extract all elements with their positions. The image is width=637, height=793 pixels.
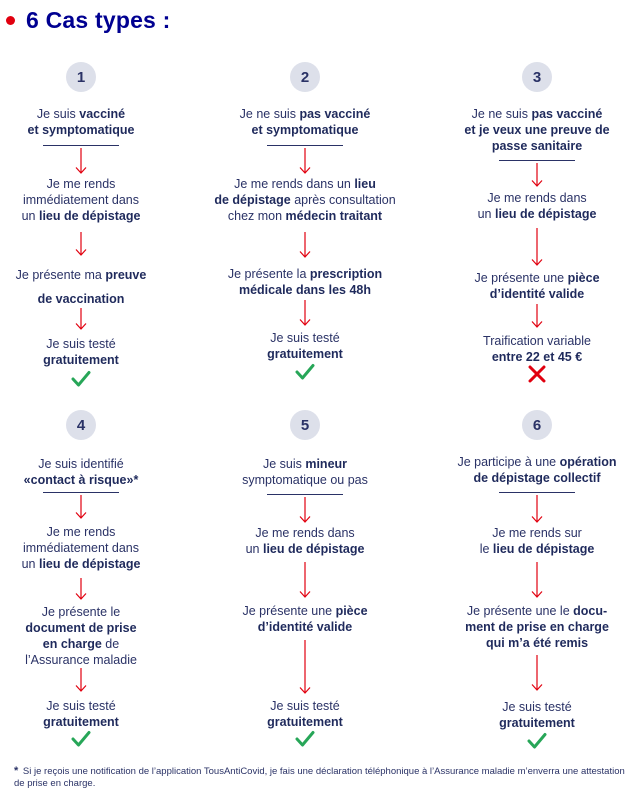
- footnote: [14, 765, 626, 790]
- case-number-badge: 6: [522, 410, 552, 440]
- case-3: [432, 60, 637, 390]
- step-result: Je suis testé gratuitement: [499, 700, 575, 730]
- arrow-down-icon: [75, 308, 87, 330]
- case-number-badge: 2: [290, 62, 320, 92]
- step-document: Je présente la prescription médicale dans les 48h: [227, 267, 383, 297]
- step-situation: Je suis mineur symptomatique ou pas: [242, 457, 368, 487]
- step-document: Je présente ma preuve de vaccination: [15, 268, 147, 306]
- arrow-down-icon: [531, 163, 543, 187]
- arrow-down-icon: [75, 668, 87, 692]
- step-result: Je suis testé gratuitement: [267, 699, 343, 729]
- arrow-down-icon: [299, 232, 311, 258]
- step-action: Je me rends sur le lieu de dépistage: [479, 526, 595, 556]
- arrow-down-icon: [531, 304, 543, 328]
- case-6: [432, 408, 637, 753]
- step-result: Traification variable entre 22 et 45 €: [483, 334, 591, 364]
- cross-icon: [527, 365, 547, 383]
- divider-line: [499, 160, 575, 161]
- arrow-down-icon: [531, 655, 543, 691]
- divider-line: [267, 494, 343, 495]
- arrow-down-icon: [75, 578, 87, 600]
- case-number-badge: 1: [66, 62, 96, 92]
- arrow-down-icon: [75, 232, 87, 256]
- step-situation: Je suis identifié «contact à risque»*: [23, 457, 139, 487]
- divider-line: [499, 492, 575, 493]
- step-action: Je me rends dans un lieu de dépistage: [477, 191, 597, 221]
- divider-line: [43, 492, 119, 493]
- step-document: Je présente une pièce d’identité valide: [242, 604, 368, 634]
- footnote-asterisk: *: [14, 765, 19, 777]
- step-action: Je me rends immédiatement dans un lieu de dépistage: [21, 177, 141, 223]
- step-situation: Je suis vacciné et symptomatique: [27, 107, 135, 137]
- arrow-down-icon: [299, 148, 311, 174]
- step-action: Je me rends immédiatement dans un lieu de dépistage: [21, 525, 141, 571]
- arrow-down-icon: [75, 148, 87, 174]
- case-2: [200, 60, 410, 390]
- case-number-badge: 3: [522, 62, 552, 92]
- check-icon: [295, 730, 315, 748]
- step-situation: Je ne suis pas vacciné et symptomatique: [239, 107, 371, 137]
- case-number-badge: 5: [290, 410, 320, 440]
- step-document: Je présente une pièce d’identité valide: [474, 271, 600, 301]
- step-action: Je me rends dans un lieu de dépistage après consultation chez mon médecin traitant: [214, 177, 396, 223]
- step-result: Je suis testé gratuitement: [267, 331, 343, 361]
- case-1: [0, 60, 186, 390]
- check-icon: [527, 732, 547, 750]
- step-action: Je me rends dans un lieu de dépistage: [245, 526, 365, 556]
- case-5: [200, 408, 410, 753]
- section-header: [6, 4, 171, 36]
- arrow-down-icon: [299, 497, 311, 523]
- arrow-down-icon: [299, 300, 311, 326]
- case-4: [0, 408, 186, 753]
- divider-line: [267, 145, 343, 146]
- check-icon: [295, 363, 315, 381]
- step-result: Je suis testé gratuitement: [43, 699, 119, 729]
- step-situation: Je ne suis pas vacciné et je veux une preuve de passe sanitaire: [464, 107, 610, 153]
- bullet-dot: [6, 16, 15, 25]
- step-result: Je suis testé gratuitement: [43, 337, 119, 367]
- arrow-down-icon: [531, 228, 543, 266]
- step-situation: Je participe à une opération de dépistage collectif: [457, 455, 617, 485]
- check-icon: [71, 730, 91, 748]
- arrow-down-icon: [299, 640, 311, 694]
- check-icon: [71, 370, 91, 388]
- arrow-down-icon: [299, 562, 311, 598]
- step-document: Je présente une le docu- ment de prise en charge qui m’a été remis: [465, 604, 609, 650]
- divider-line: [43, 145, 119, 146]
- section-title: 6 Cas types :: [26, 6, 171, 33]
- step-document: Je présente le document de prise en charge de l’Assurance maladie: [25, 605, 137, 667]
- footnote-text: Si je reçois une notification de l’application TousAntiCovid, je fais une déclaration téléphonique à l’Assurance maladie m’enverra une attestation de prise en charge.: [14, 766, 625, 789]
- case-number-badge: 4: [66, 410, 96, 440]
- arrow-down-icon: [75, 495, 87, 519]
- arrow-down-icon: [531, 495, 543, 523]
- arrow-down-icon: [531, 562, 543, 598]
